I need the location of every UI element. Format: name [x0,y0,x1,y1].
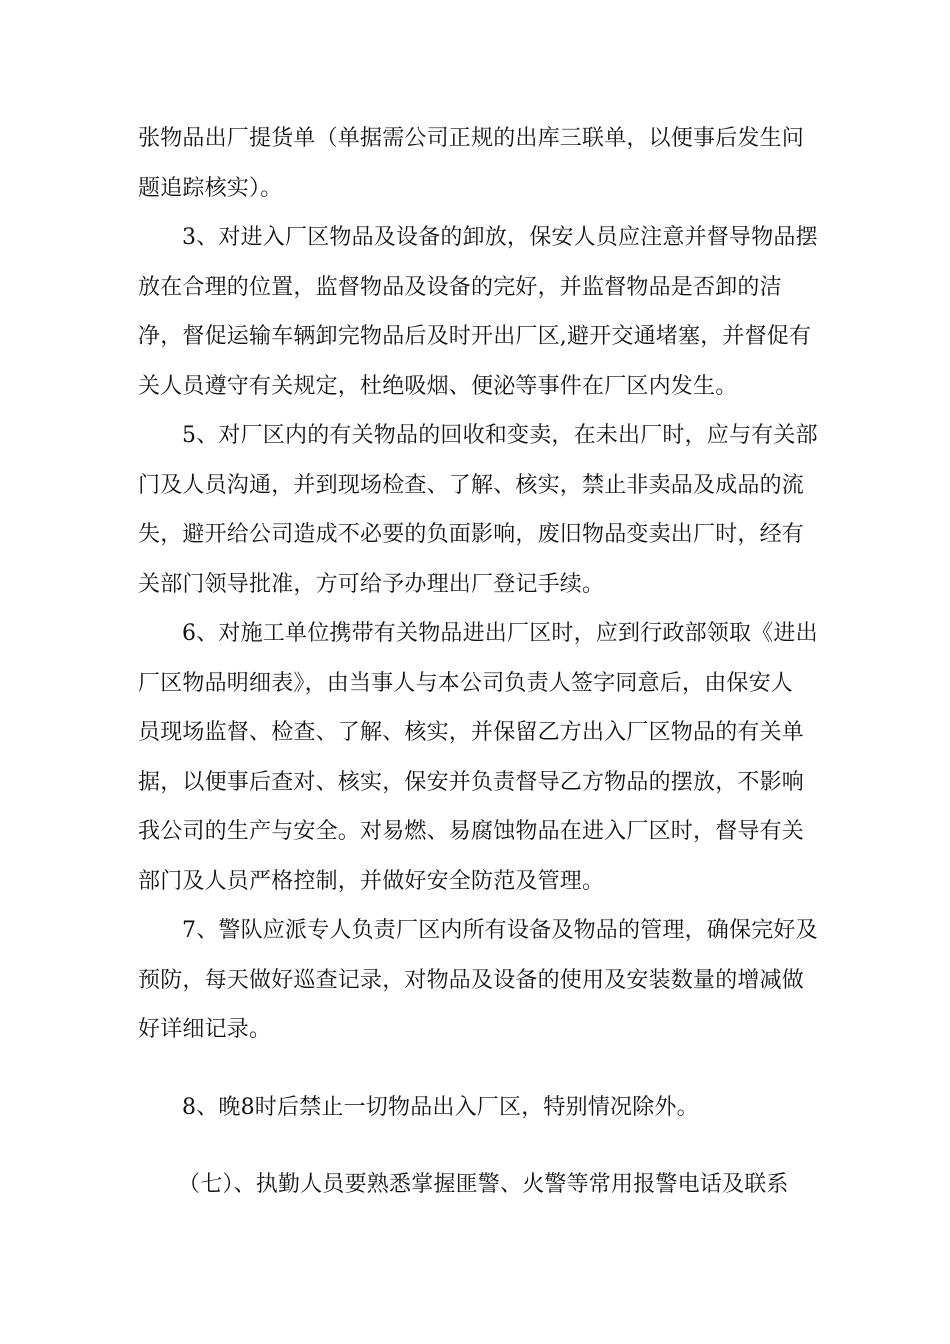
text-line: 6、对施工单位携带有关物品进出厂区时，应到行政部领取《进出 [182,621,818,646]
text-line: 关部门领导批准，方可给予办理出厂登记手续。 [138,571,605,597]
text-line: 好详细记录。 [138,1017,272,1042]
paragraph-item-7 [138,906,833,956]
text-line: 3、对进入厂区物品及设备的卸放，保安人员应注意并督导物品摆 [182,225,818,250]
paragraph-item-3 [138,213,833,263]
paragraph-item-5-cont [138,461,833,610]
text-line: 关人员遵守有关规定，杜绝吸烟、便泌等事件在厂区内发生。 [138,373,738,399]
document-body [138,114,833,1210]
text-line: 预防，每天做好巡查记录，对物品及设备的使用及安装数量的增减做 [138,967,805,993]
paragraph-item-5 [138,411,833,461]
paragraph-section-7 [138,1160,833,1210]
text-line: 部门及人员严格控制，并做好安全防范及管理。 [138,868,605,894]
text-line: 我公司的生产与安全。对易燃、易腐蚀物品在进入厂区时，督导有关 [138,819,805,844]
text-line: 员现场监督、检查、了解、核实，并保留乙方出入厂区物品的有关单 [138,720,805,745]
paragraph-item-7-cont [138,956,833,1055]
text-line: 放在合理的位置，监督物品及设备的完好，并监督物品是否卸的洁 [138,274,782,300]
paragraph-item-3-cont [138,263,833,412]
text-line: 题追踪核实）。 [138,175,283,201]
text-line: 失，避开给公司造成不必要的负面影响，废旧物品变卖出厂时，经有 [138,522,805,547]
text-line: 5、对厂区内的有关物品的回收和变卖，在未出厂时，应与有关部 [182,423,818,448]
paragraph-item-6-cont [138,659,833,907]
paragraph-item-6 [138,609,833,659]
text-line: 净，督促运输车辆卸完物品后及时开出厂区,避开交通堵塞，并督促有 [138,324,812,349]
text-line: 7、警队应派专人负责厂区内所有设备及物品的管理，确保完好及 [182,918,818,943]
text-line: 厂区物品明细表》，由当事人与本公司负责人签字同意后，由保安人 [138,670,794,696]
text-line: （七）、执勤人员要熟悉掌握匪警、火警等常用报警电话及联系 [178,1172,789,1197]
paragraph-item-8 [138,1083,833,1133]
paragraph-continuation [138,114,833,213]
text-line: 据，以便事后查对、核实，保安并负责督导乙方物品的摆放，不影响 [138,769,805,795]
text-line: 8、晚8时后禁止一切物品出入厂区，特别情况除外。 [182,1094,699,1120]
text-line: 张物品出厂提货单（单据需公司正规的出库三联单，以便事后发生问 [138,126,805,151]
text-line: 门及人员沟通，并到现场检查、了解、核实，禁止非卖品及成品的流 [138,472,805,498]
